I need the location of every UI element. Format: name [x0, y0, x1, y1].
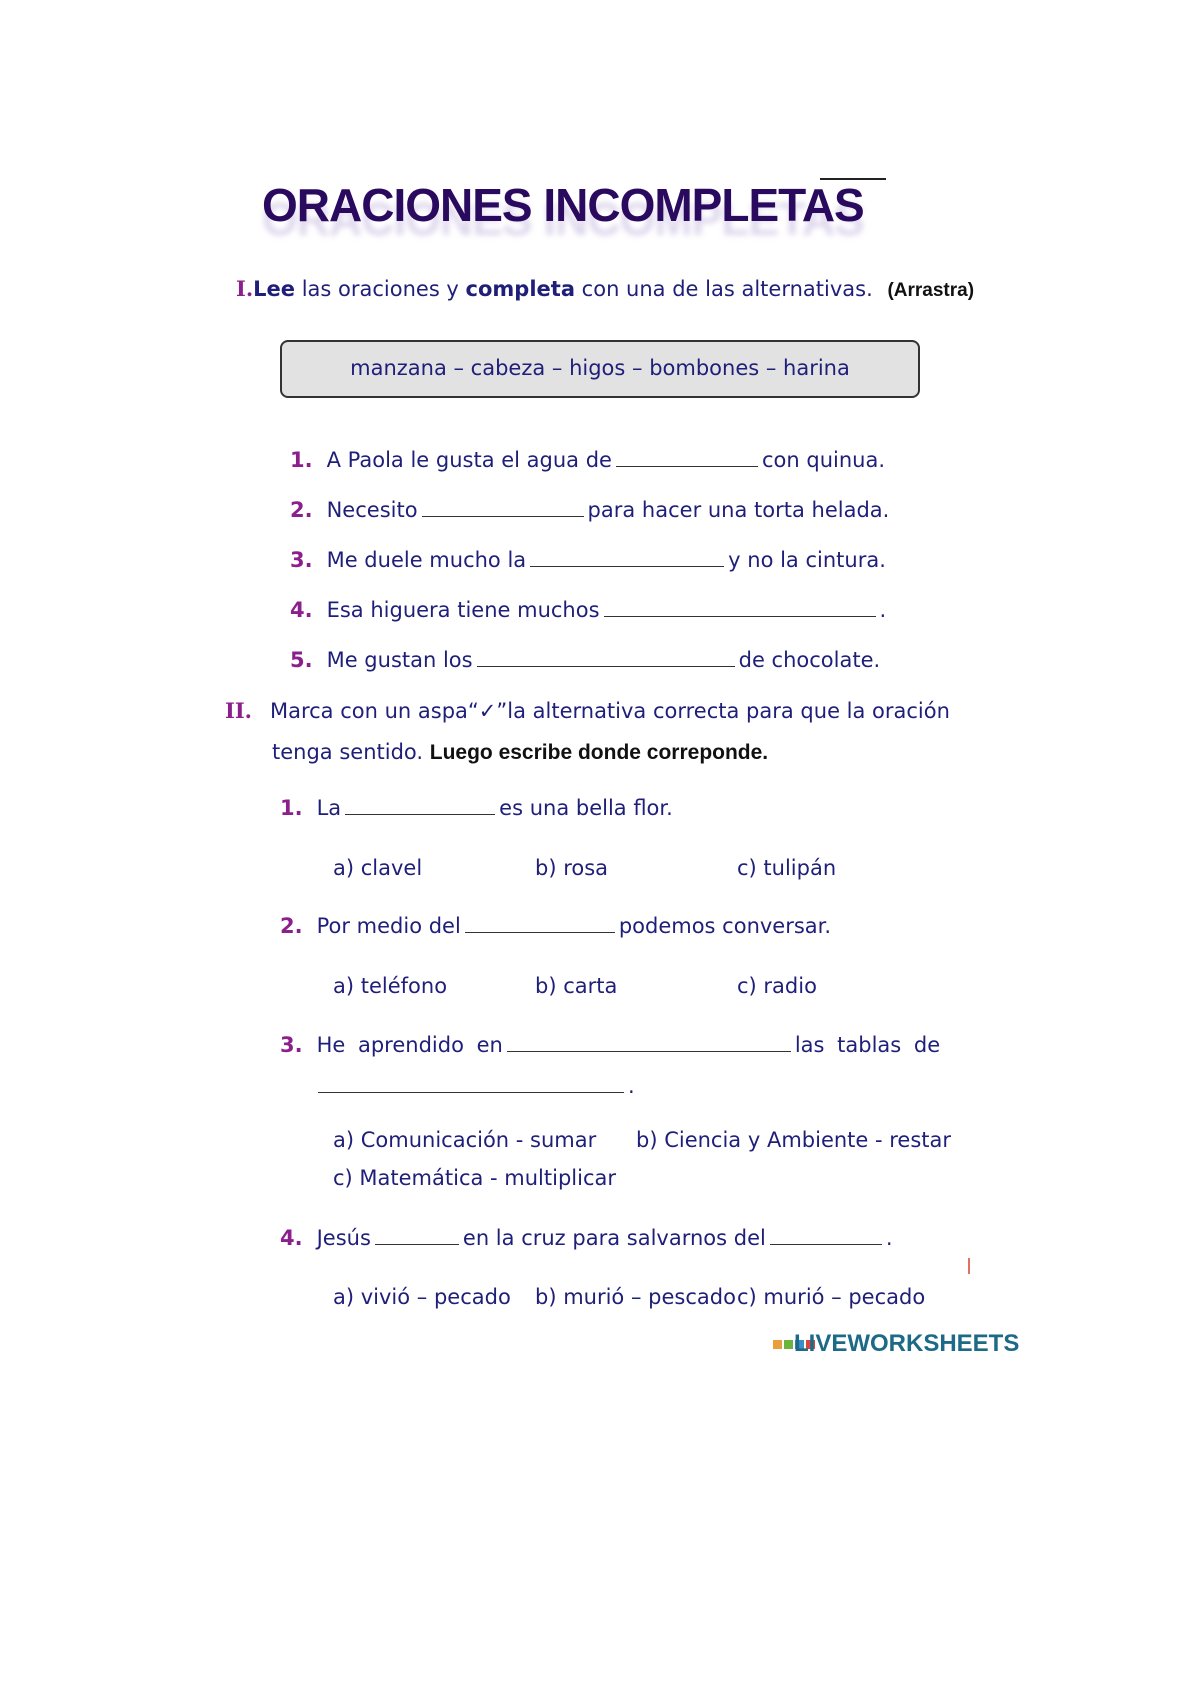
page-title: ORACIONES INCOMPLETAS: [262, 179, 864, 231]
option-c[interactable]: c) Matemática - multiplicar: [333, 1166, 617, 1190]
question-3-line2: .: [318, 1074, 635, 1098]
answer-blank[interactable]: [616, 465, 758, 467]
option-b[interactable]: b) rosa: [535, 856, 609, 880]
question-3: 3. He aprendido en las tablas de: [280, 1033, 941, 1057]
answer-blank[interactable]: [530, 565, 724, 567]
question-1: 1. La es una bella flor.: [280, 796, 673, 820]
option-a[interactable]: a) vivió – pecado: [333, 1285, 511, 1309]
option-b[interactable]: b) Ciencia y Ambiente - restar: [636, 1128, 952, 1152]
option-c[interactable]: c) radio: [737, 974, 817, 998]
liveworksheets-logo: LIVEWORKSHEETS: [772, 1330, 1019, 1358]
option-c[interactable]: c) murió – pecado: [737, 1285, 926, 1309]
answer-blank[interactable]: [477, 665, 735, 667]
section1-instruction: I.Lee las oraciones y completa con una de las alternativas. (Arrastra): [236, 276, 975, 301]
section2-instruction-2: tenga sentido. Luego escribe donde correponde.: [272, 740, 769, 764]
option-b[interactable]: b) murió – pescado: [535, 1285, 736, 1309]
option-a[interactable]: a) Comunicación - sumar: [333, 1128, 597, 1152]
option-a[interactable]: a) teléfono: [333, 974, 448, 998]
word-bank[interactable]: manzana – cabeza – higos – bombones – harina: [280, 340, 920, 398]
option-b[interactable]: b) carta: [535, 974, 618, 998]
answer-blank[interactable]: [604, 615, 876, 617]
item-5: 5. Me gustan los de chocolate.: [290, 648, 881, 672]
option-a[interactable]: a) clavel: [333, 856, 423, 880]
answer-blank[interactable]: [465, 931, 615, 933]
answer-blank[interactable]: [507, 1050, 791, 1052]
stray-mark: [968, 1258, 970, 1274]
item-3: 3. Me duele mucho la y no la cintura.: [290, 548, 886, 572]
logo-icon: [772, 1339, 794, 1350]
answer-blank[interactable]: [375, 1243, 459, 1245]
item-4: 4. Esa higuera tiene muchos .: [290, 598, 887, 622]
answer-blank[interactable]: [422, 515, 584, 517]
item-1: 1. A Paola le gusta el agua de con quinua.: [290, 448, 886, 472]
answer-blank[interactable]: [318, 1091, 624, 1093]
item-2: 2. Necesito para hacer una torta helada.: [290, 498, 890, 522]
section2-instruction: II. Marca con un aspa“✓”la alternativa correcta para que la oración: [225, 698, 950, 723]
option-c[interactable]: c) tulipán: [737, 856, 837, 880]
question-2: 2. Por medio del podemos conversar.: [280, 914, 832, 938]
answer-blank[interactable]: [345, 813, 495, 815]
question-4: 4. Jesús en la cruz para salvarnos del .: [280, 1226, 893, 1250]
answer-blank[interactable]: [770, 1243, 882, 1245]
